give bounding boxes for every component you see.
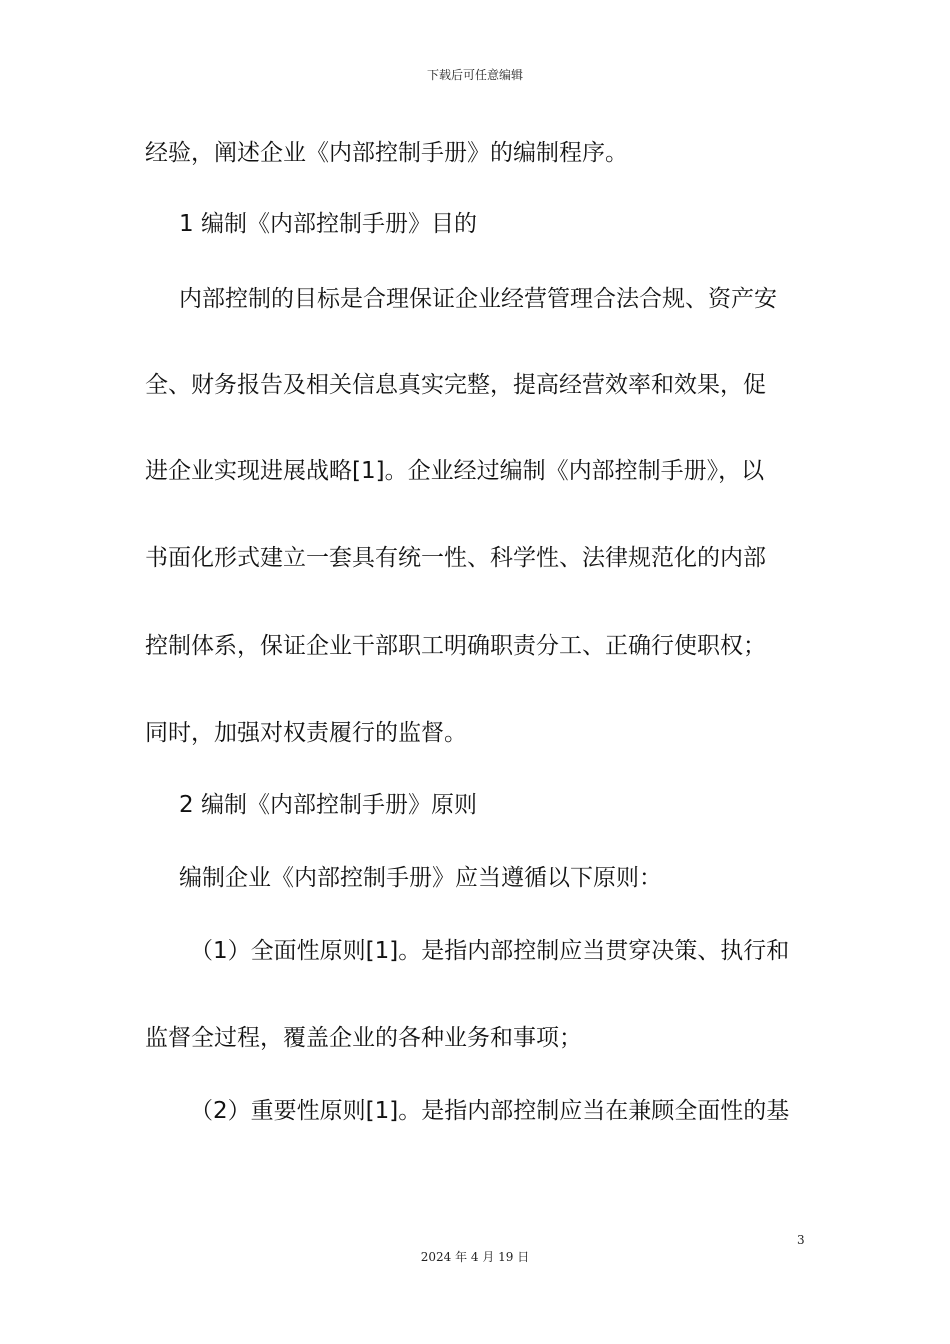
page-number: 3 — [797, 1233, 805, 1247]
list-item: （1）全面性原则[1]。是指内部控制应当贯穿决策、执行和 — [190, 938, 790, 964]
body-line: 书面化形式建立一套具有统一性、科学性、法律规范化的内部 — [145, 545, 766, 571]
body-line: 监督全过程，覆盖企业的各种业务和事项； — [145, 1025, 582, 1051]
body-line: 内部控制的目标是合理保证企业经营管理合法合规、资产安 — [179, 286, 777, 312]
body-line: 进企业实现进展战略[1]。企业经过编制《内部控制手册》，以 — [145, 458, 765, 484]
body-line: 全、财务报告及相关信息真实完整，提高经营效率和效果，促 — [145, 372, 766, 398]
page-header: 下载后可任意编辑 — [426, 68, 523, 82]
section-heading: 1 编制《内部控制手册》目的 — [179, 211, 477, 237]
body-line: 编制企业《内部控制手册》应当遵循以下原则： — [179, 865, 662, 891]
body-line: 控制体系，保证企业干部职工明确职责分工、正确行使职权； — [145, 633, 766, 659]
section-heading: 2 编制《内部控制手册》原则 — [179, 792, 477, 818]
page-footer-date: 2024 年 4 月 19 日 — [420, 1250, 530, 1264]
list-item: （2）重要性原则[1]。是指内部控制应当在兼顾全面性的基 — [190, 1098, 790, 1124]
body-line: 同时，加强对权责履行的监督。 — [145, 720, 467, 746]
body-line: 经验，阐述企业《内部控制手册》的编制程序。 — [145, 140, 628, 166]
